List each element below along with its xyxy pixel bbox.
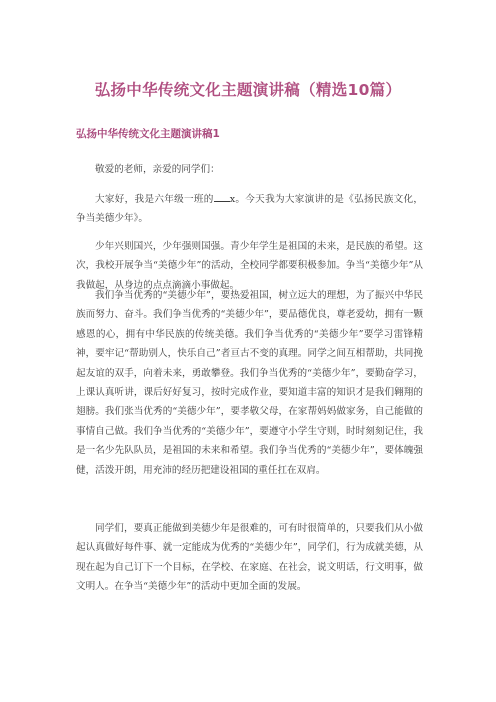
- section-heading: 弘扬中华传统文化主题演讲稿1: [76, 128, 220, 140]
- document-title: 弘扬中华传统文化主题演讲稿（精选10篇）: [94, 81, 402, 99]
- body-paragraph-2: 少年兴则国兴，少年强则国强。青少年学生是祖国的未来，是民族的希望。这次，我校开展争当“美德少年”的活动，全校同学都要积极参加。争当“美德少年”从我做起，从身边的点点滴滴小事做起。: [76, 241, 423, 291]
- body-paragraph-4: 同学们，要真正能做到美德少年是很难的，可有时很简单的，只要我们从小做起认真做好每件事、就一定能成为优秀的“美德少年”，同学们，行为成就美德，从现在起为自己订下一个目标，在学校、在家庭、在社会，说文明话，行文明事，做文明人。在争当“美德少年”的活动中更加全面的发展。: [76, 523, 423, 593]
- intro-text-after-blank: 。今天我为大家演讲的是《弘扬民族文化，争当美德少年》。: [76, 194, 424, 225]
- greeting-paragraph: 敬爱的老师，亲爱的同学们：: [95, 164, 220, 175]
- name-blank: [214, 192, 230, 202]
- name-blank-suffix: x: [229, 194, 236, 205]
- body-paragraph-3: 我们争当优秀的“美德少年”，要热爱祖国，树立远大的理想，为了振兴中华民族而努力、奋斗。我们争当优秀的“美德少年”，要品德优良，尊老爱幼，拥有一颗感恩的心，拥有中华民族的传统美德。我们争当优秀的“美德少年”要学习雷锋精神，要牢记“帮助别人，快乐自己”者亘古不变的真理。同学之间互相帮助，共同挽起友谊的双手，向着未来，勇敢攀登。我们争当优秀的“美德少年”，要勤奋学习，上课认真听讲，课后好好复习，按时完成作业，要知道丰富的知识才是我们翱翔的翅膀。我们张当优秀的“美德少年”，要孝敬父母，在家帮妈妈做家务，自己能做的事情自己做。我们争当优秀的“美德少年”，要遵守小学生守则，时时刻刻记住，我是一名少先队队员，是祖国的未来和希望。我们争当优秀的“美德少年”，要体魄强健，活泼开朗，用充沛的经历把建设祖国的重任扛在双肩。: [76, 290, 423, 476]
- intro-text-before-blank: 大家好，我是六年级一班的: [95, 194, 214, 205]
- intro-paragraph: [76, 190, 423, 229]
